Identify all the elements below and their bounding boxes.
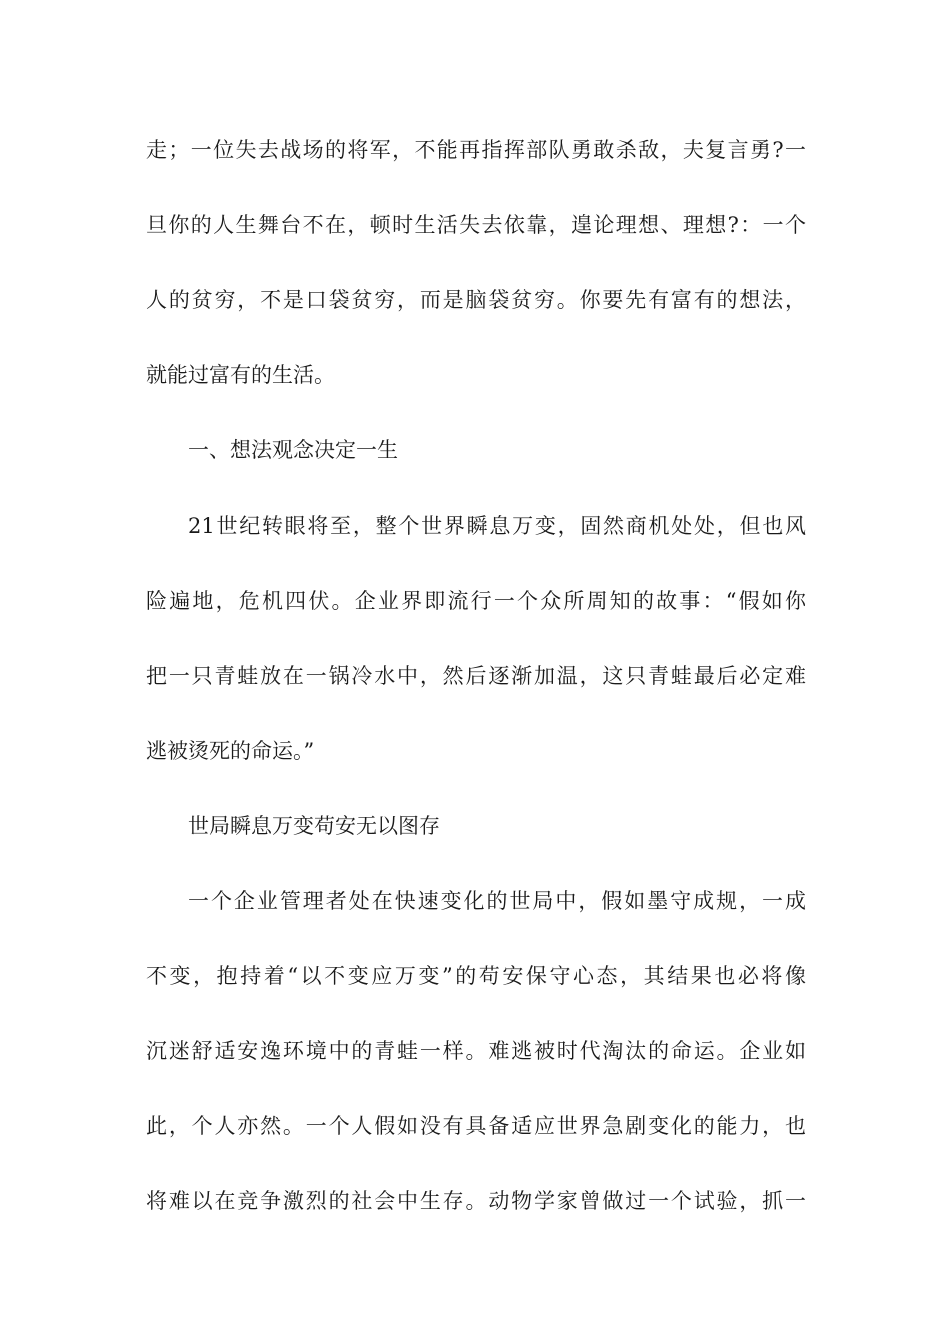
paragraph-line: 21世纪转眼将至，整个世界瞬息万变，固然商机处处，但也风 [188,514,806,538]
paragraph-line: 人的贫穷，不是口袋贫穷，而是脑袋贫穷。你要先有富有的想法， [146,288,806,312]
paragraph-line: 将难以在竞争激烈的社会中生存。动物学家曾做过一个试验，抓一 [146,1189,806,1213]
paragraph-line: 此，个人亦然。一个人假如没有具备适应世界急剧变化的能力，也 [146,1114,806,1138]
paragraph-line: 一个企业管理者处在快速变化的世局中，假如墨守成规，一成 [188,889,806,913]
paragraph-line: 险遍地，危机四伏。企业界即流行一个众所周知的故事：“假如你 [146,589,806,613]
paragraph-line: 把一只青蛙放在一锅冷水中，然后逐渐加温，这只青蛙最后必定难 [146,664,806,688]
paragraph-line: 逃被烫死的命运。” [146,739,315,763]
section-heading: 世局瞬息万变苟安无以图存 [188,814,440,838]
paragraph-line: 走；一位失去战场的将军，不能再指挥部队勇敢杀敌，夫复言勇?一 [146,138,806,162]
paragraph-line: 旦你的人生舞台不在，顿时生活失去依靠，遑论理想、理想?：一个 [146,213,806,237]
paragraph-line: 沉迷舒适安逸环境中的青蛙一样。难逃被时代淘汰的命运。企业如 [146,1039,806,1063]
section-heading: 一、想法观念决定一生 [188,438,398,462]
paragraph-line: 就能过富有的生活。 [146,363,335,387]
paragraph-line: 不变，抱持着“以不变应万变”的苟安保守心态，其结果也必将像 [146,964,806,988]
